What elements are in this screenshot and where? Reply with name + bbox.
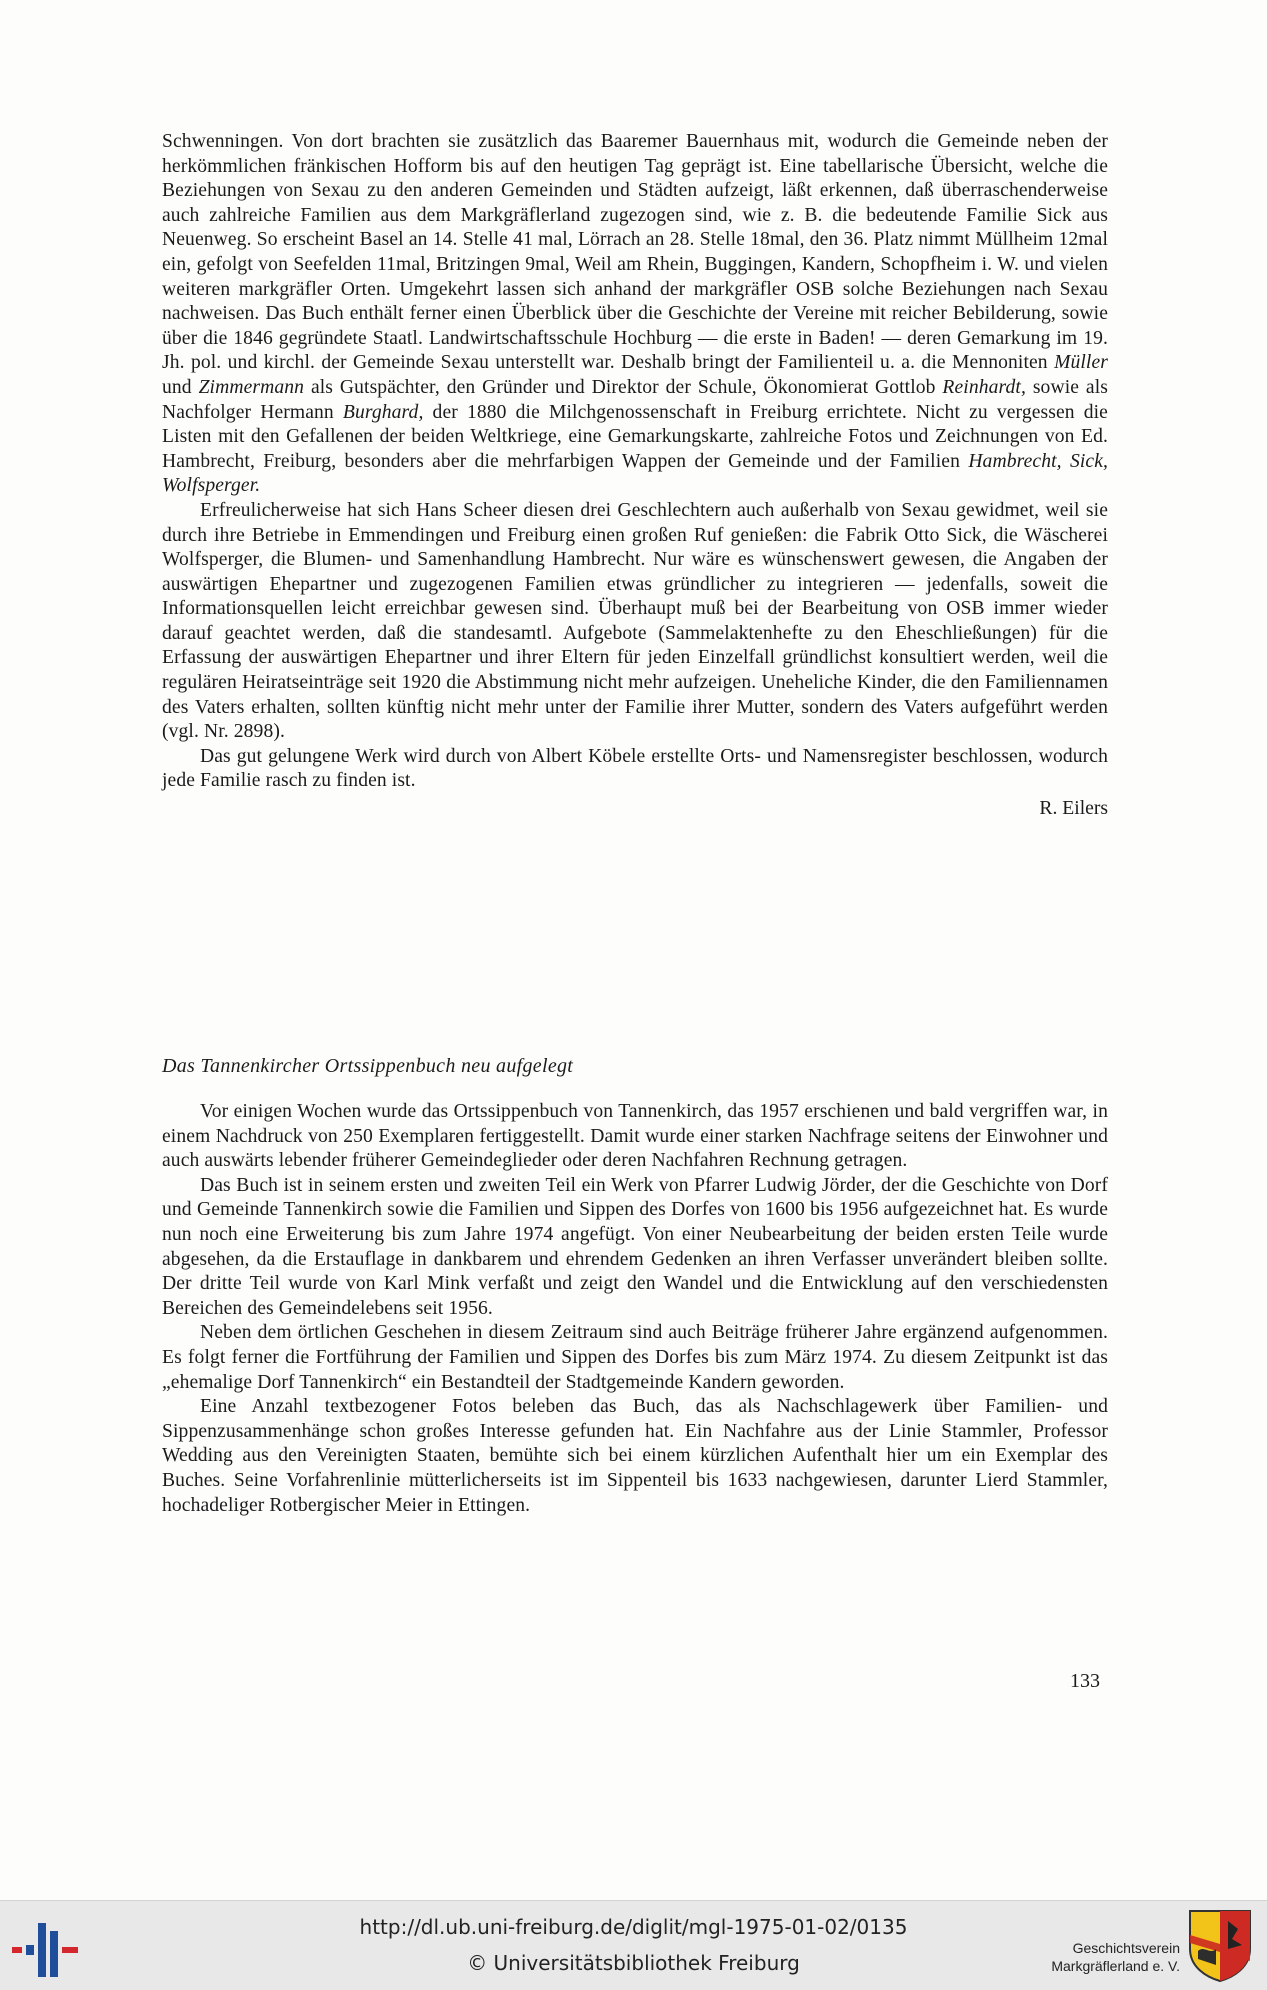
paragraph xyxy=(162,1100,1108,1174)
italic-name: Hambrecht, Sick, Wolfsperger. xyxy=(162,450,1109,497)
paragraph xyxy=(162,130,1108,499)
review-author: R. Eilers xyxy=(1039,798,1108,820)
italic-name: Burghard, xyxy=(342,401,424,423)
text-run: Schwenningen. Von dort brachten sie zusätzlich das Baaremer Bauernhaus mit, wodurch die Gemeinde neben der herkömmlichen fränkischen Hofform bis auf den heutigen Tag geprägt ist. Eine tabellarische Übersicht, welche die Beziehungen von Sexau zu den anderen Gemeinden und Städten aufzeigt, läßt erkennen, daß überraschenderweise auch zahlreiche Familien aus dem Markgräflerland zugezogen sind, wie z. B. die bedeutende Familie Sick aus Neuenweg. So erscheint Basel an 14. Stelle 41 mal, Lörrach an 28. Stelle 18mal, den 36. Platz nimmt Müllheim 12mal ein, gefolgt von Seefelden 11mal, Britzingen 9mal, Weil am Rhein, Buggingen, Kandern, Schopfheim i. W. und vielen weiteren markgräfler Orten. Umgekehrt lassen sich anhand der markgräfler OSB solche Beziehungen nach Sexau nachweisen. Das Buch enthält ferner einen Überblick über die Geschichte der Vereine mit reicher Bebilderung, sowie über die 1846 gegründete Staatl. Landwirtschaftsschule Hochburg — die erste in Baden! — deren Gemarkung im 19. Jh. pol. und kirchl. der Gemeinde Sexau unterstellt war. Deshalb bringt der Familienteil u. a. die Mennoniten xyxy=(162,131,1108,374)
text-run: der 1880 die Milchgenossenschaft in Freiburg errichtete. Nicht zu vergessen die Listen mit den Gefallenen der beiden Weltkriege, eine Gemarkungskarte, zahlreiche Fotos und Zeichnungen von Ed. Hambrecht, Freiburg, besonders aber die mehrfarbigen Wappen der Gemeinde und der Familien xyxy=(162,401,1108,472)
paragraph xyxy=(162,745,1108,794)
copyright-text: © Universitätsbibliothek Freiburg xyxy=(467,1951,800,1975)
coat-of-arms-icon xyxy=(1188,1909,1252,1983)
text-run: Das gut gelungene Werk wird durch von Albert Köbele erstellte Orts- und Namensregister beschlossen, wodurch jede Familie rasch zu finden ist. xyxy=(162,745,1108,792)
text-run: Vor einigen Wochen wurde das Ortssippenbuch von Tannenkirch, das 1957 erschienen und bald vergriffen war, in einem Nachdruck von 250 Exemplaren fertiggestellt. Damit wurde einer starken Nachfrage seitens der Einwohner und auch auswärts lebender früherer Gemeindeglieder oder deren Nachfahren Rechnung getragen. xyxy=(162,1101,1108,1172)
review-sexau xyxy=(162,130,1108,822)
paragraph xyxy=(162,1174,1108,1322)
review-tannenkirch xyxy=(162,1100,1108,1518)
italic-name: Zimmermann xyxy=(198,376,305,398)
society-name xyxy=(1020,1939,1180,1975)
text-run: sowie als Nachfolger Hermann xyxy=(162,376,1108,423)
text-run: als Gutspächter, den Gründer und Direktor der Schule, Ökonomierat Gottlob xyxy=(304,376,943,398)
text-run: Eine Anzahl textbezogener Fotos beleben das Buch, das als Nachschlagewerk über Familien- und Sippenzusammenhänge schon großes Interesse gefunden hat. Ein Nachfahre aus der Linie Stammler, Professor Wedding aus den Vereinigten Staaten, bemühte sich bei einem kürzlichen Aufenthalt hier um ein Exemplar des Buches. Seine Vorfahrenlinie mütterlicherseits ist im Sippenteil bis 1633 nachgewiesen, darunter Lierd Stammler, hochadeliger Rotbergischer Meier in Ettingen. xyxy=(162,1396,1108,1516)
text-run: und xyxy=(162,376,199,398)
italic-name: Müller xyxy=(1054,352,1108,374)
page-number: 133 xyxy=(1070,1670,1100,1692)
society-name-line1: Geschichtsverein xyxy=(1072,1940,1180,1956)
paragraph xyxy=(162,1321,1108,1395)
text-run: Erfreulicherweise hat sich Hans Scheer diesen drei Geschlechtern auch außerhalb von Sexau gewidmet, weil sie durch ihre Betriebe in Emmendingen und Freiburg einen großen Ruf genießen: die Fabrik Otto Sick, die Wäscherei Wolfsperger, die Blumen- und Samenhandlung Hambrecht. Nur wäre es wünschenswert gewesen, die Angaben der auswärtigen Ehepartner und zugezogenen Familien etwas gründlicher zu integrieren — jedenfalls, soweit die Informationsquellen leicht erreichbar gewesen sind. Überhaupt muß bei der Bearbeitung von OSB immer wieder darauf geachtet werden, daß die standesamtl. Aufgebote (Sammelaktenhefte zu den Eheschließungen) für die Erfassung der auswärtigen Ehepartner und ihrer Eltern für jeden Einzelfall gründlichst konsultiert werden, weil die regulären Heiratseinträge seit 1920 die Abstimmung nicht mehr aufzeigen. Uneheliche Kinder, die den Familiennamen des Vaters erhalten, sollten künftig nicht mehr unter der Familie ihrer Mutter, sondern des Vaters aufgeführt werden (vgl. Nr. 2898). xyxy=(162,499,1108,743)
italic-name: Reinhardt, xyxy=(942,376,1026,398)
document-url-link[interactable]: http://dl.ub.uni-freiburg.de/diglit/mgl-1975-01-02/0135 xyxy=(359,1915,908,1939)
viewer-footer xyxy=(0,1900,1267,1990)
paragraph xyxy=(162,1395,1108,1518)
article-heading: Das Tannenkircher Ortssippenbuch neu aufgelegt xyxy=(162,1055,574,1077)
society-name-line2: Markgräflerland e. V. xyxy=(1051,1958,1180,1974)
paragraph xyxy=(162,499,1108,745)
text-run: Das Buch ist in seinem ersten und zweiten Teil ein Werk von Pfarrer Ludwig Jörder, der die Geschichte von Dorf und Gemeinde Tannenkirch sowie die Familien und Sippen des Dorfes von 1600 bis 1956 aufgezeichnet hat. Es wurde nun noch eine Erweiterung bis zum Jahre 1974 angefügt. Von einer Neubearbeitung der beiden ersten Teile wurde abgesehen, da die Erstauflage in dankbarem und ehrendem Gedenken an ihren Verfasser unverändert bleiben sollte. Der dritte Teil wurde von Karl Mink verfaßt und zeigt den Wandel und die Entwicklung auf den verschiedensten Bereichen des Gemeindelebens seit 1956. xyxy=(162,1174,1108,1319)
text-run: Neben dem örtlichen Geschehen in diesem Zeitraum sind auch Beiträge früherer Jahre ergänzend aufgenommen. Es folgt ferner die Fortführung der Familien und Sippen des Dorfes bis zum März 1974. Zu diesem Zeitpunkt ist das „ehemalige Dorf Tannenkirch“ ein Bestandteil der Stadtgemeinde Kandern geworden. xyxy=(162,1322,1108,1393)
